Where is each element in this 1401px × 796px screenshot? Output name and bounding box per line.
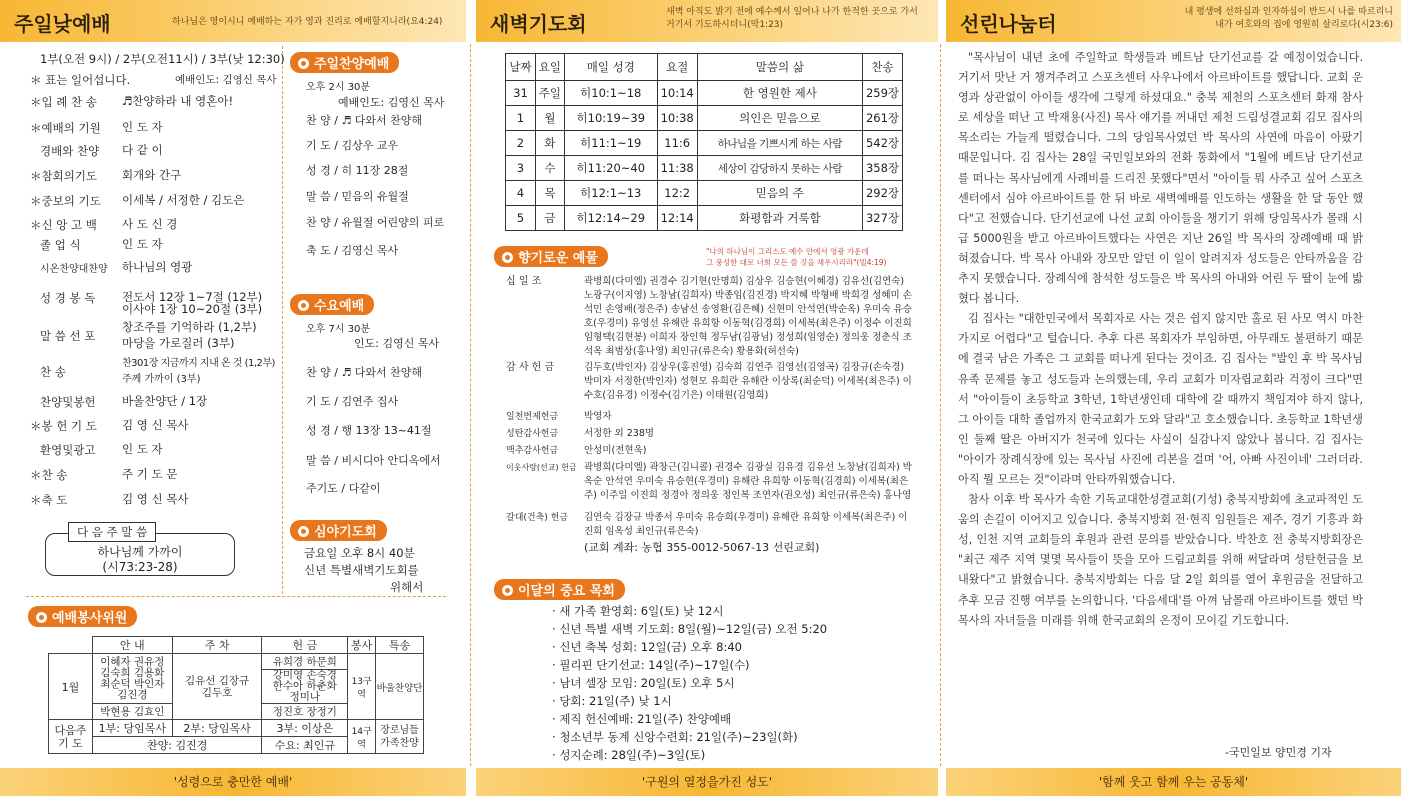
wednesday-line: 주기도 / 다같이	[306, 482, 381, 495]
offering-type: 성탄감사헌금	[506, 429, 559, 439]
list-item: · 청소년부 동계 신앙수련회: 21일(주)~23일(화)	[552, 730, 798, 744]
order-value: 전도서 12장 1~7절 (12부)	[122, 290, 263, 304]
order-label: ＊중보의 기도	[30, 194, 101, 208]
serve-cell: 14구역	[348, 720, 376, 754]
order-label: 말 씀 선 포	[40, 329, 96, 343]
order-value: 인 도 자	[122, 120, 163, 134]
order-label: 경배와 찬양	[40, 144, 100, 158]
guide-cell: 박현용 김효인	[92, 704, 172, 720]
night-line: 신년 특별새벽기도회를	[304, 563, 419, 577]
divider	[282, 46, 283, 594]
footer-text: '함께 웃고 함께 우는 공동체'	[1098, 775, 1249, 789]
offering-names: 박영자	[584, 411, 612, 422]
worship-leader: 예배인도: 김영신 목사	[175, 74, 277, 86]
wednesday-time: 오후 7시 30분	[306, 324, 371, 335]
order-value: 찬301장 지금까지 지내 온 것 (1,2부)	[122, 358, 275, 369]
next-sermon-title: 하나님께 가까이	[97, 545, 183, 559]
offering-names: 서정한 외 238명	[584, 428, 655, 439]
offering-cell: 강미영 손숙경 한수아 하춘화 정미나	[262, 670, 348, 704]
header-share	[946, 0, 1401, 42]
wednesday-line: 성 경 / 행 13장 13~41절	[306, 424, 432, 437]
wednesday-line: 기 도 / 김연주 집사	[306, 395, 399, 408]
offering-cell: 정진호 장정기	[262, 704, 348, 720]
night-line: 위해서	[390, 580, 424, 594]
list-item: · 필리핀 단기선교: 14일(주)~17일(수)	[552, 658, 750, 672]
footer-motto	[0, 768, 466, 796]
share-verse: 내 평생에 선하심과 인자하심이 반드시 나를 따르리니 내가 여호와의 집에 영원히 살리로다(시23:6)	[1184, 7, 1393, 30]
afternoon-line: 축 도 / 김영신 목사	[306, 244, 399, 257]
divider	[940, 44, 941, 766]
table-row: 3 수 히11:20~40 11:38 세상이 감당하지 못하는 사람 358장	[506, 156, 903, 181]
prayer-cell: 3부: 이상은	[262, 720, 348, 737]
afternoon-line: 말 씀 / 믿음의 유월절	[306, 190, 409, 203]
order-label: ＊예배의 기원	[30, 121, 101, 135]
list-item: · 제직 헌신예배: 21일(주) 찬양예배	[552, 712, 732, 726]
schedule-section	[494, 579, 625, 600]
order-label: ＊찬 송	[30, 468, 68, 482]
dawn-prayer-table	[505, 53, 903, 231]
header-dawn	[476, 0, 938, 42]
order-label: ＊참회의기도	[30, 169, 98, 183]
afternoon-time: 오후 2시 30분	[306, 82, 371, 93]
article-paragraph: 김 집사는 "대한민국에서 목회자로 사는 것은 쉽지 않지만 홀로 된 사모 역시 마찬가지로 어렵다"고 털습니다. 추후 다른 목회자가 부임하면, 아무래도 불편하기 때문에 결국 남은 가족은 그 교회를 떠나게 된다는 것이죠. 김 집사는 "발인 후 박 목사님 유족 문제를 놓고 성도들과 논의했는데, 우리 교회가 미자립교회라 걱정이 크다"면서 "아이들이 초등학교 3학년, 1학년생인데 대학에 갈 때까지 책임져야 하지 않나, 그 아이들 대학 졸업까지 한국교회가 도와 달라"고 호소했습니다. 초등학교 1학년생인 둘째 딸은 아버지가 천국에 있다는 사실이 실감나지 않았나 봅니다. 김 집사는 "아이가 장례식장에 있는 목사님 사진에 리본을 걸며 '어, 아빠 사진이네' 그러더라. 아직 뭘 모르는 것"이라며 안타까워했습니다.	[958, 312, 1363, 486]
footer-motto	[946, 768, 1401, 796]
list-item: · 남녀 셀장 모임: 20일(토) 오후 5시	[552, 676, 735, 690]
wednesday-line: 말 씀 / 비시디아 안디옥에서	[306, 454, 441, 467]
article-source: -국민일보 양민경 기자	[1225, 746, 1332, 759]
table-header: 봉사	[348, 637, 376, 654]
song-cell: 바울찬양단	[376, 654, 424, 720]
order-label: ＊입 례 찬 송	[30, 95, 97, 109]
table-header: 날짜	[506, 54, 536, 81]
afternoon-line: 기 도 / 김상우 교우	[306, 139, 399, 152]
article-paragraph: 참사 이후 박 목사가 속한 기독교대한성결교회(기성) 충북지방회에 초교파적인 도움의 손길이 이어지고 있습니다. 충북지방회 전·현직 임원들은 제주, 경기 기흥과 화성, 인천 지역 교회들의 후원과 관련 문의를 받았습니다. 박찬호 전 충북지방회장은 "최근 제주 지역 몇몇 목사들이 뜻을 모아 드림교회를 위해 써달라며 성탄헌금을 보내왔다"고 밝혔습니다. 충북지방회는 다음 달 2일 회의를 열어 후원금을 전달하고 추후 모금 진행 여부를 논의합니다. '다음세대'를 아껴 남몰래 아르바이트를 했던 박 목사의 자녀들을 미래를 위해 한국교회의 온정이 모이길 기도합니다.	[958, 493, 1363, 627]
afternoon-worship-badge: 주일찬양예배	[290, 52, 399, 73]
list-item: · 당회: 21일(주) 낮 1시	[552, 694, 672, 708]
order-value: 이사야 1장 10~20절 (3부)	[122, 302, 263, 316]
offering-badge: 향기로운 예물	[494, 246, 608, 267]
table-header: 요절	[657, 54, 697, 81]
circle-icon	[298, 526, 309, 537]
table-row: 4 목 히12:1~13 12:2 믿음의 주 292장	[506, 181, 903, 206]
offering-names: 김두호(박인자) 김상우(홍진영) 김숙희 김연주 김영선(김영곡) 김장규(손숙경) 박미자 서정한(박인자) 성현모 유희란 유해란 이상록(최순덕) 이세복(최은주) 이수호(김유경) 이정수(김기은) 이태원(김영희)	[584, 362, 912, 401]
table-header: 찬송	[863, 54, 903, 81]
order-value: 회개와 간구	[122, 168, 182, 182]
prayer-cell: 찬양: 김진경	[92, 737, 262, 754]
parking-cell: 김유선 김장규 김두호	[172, 654, 262, 720]
order-label: ＊신 앙 고 백	[30, 218, 97, 232]
article-paragraph: "목사님이 내년 초에 주일학교 학생들과 베트남 단기선교를 갈 예정이었습니다. 거기서 맛난 거 챙겨주려고 스포츠센터 사우나에서 아르바이트를 했답니다. 교회 운영과 상관없이 아이들 생각에 그렇게 하셨대요." 충북 제천의 스포츠센터 화재 참사로 세상을 떠난 고 박재용(사진) 목사 얘기를 꺼내던 제천 드림성결교회 김모 집사의 목소리는 가늘게 떨렸습니다. 그의 당임목사였던 박 목사의 사연에 마음이 아팠기 때문입니다. 김 집사는 28일 국민일보와의 전화 통화에서 "1월에 베트남 단기선교를 떠나는 목사님에게 사례비를 드리진 못했다"면서 "아이들 뭐 사주고 싶어 스포츠센터에서 심야 아르바이트를 한 뒤 바로 새벽예배를 인도하는 생활을 한 달 동안 했다"고 전했습니다. 단기선교에 나선 교회 아이들을 챙기기 위해 당임목사가 몰래 시급 5000원을 받고 아르바이트했다는 사연은 지난 26일 박 목사의 장례예배 때 밝혀졌습니다. 박 목사 아내와 장모만 알던 이 일이 알려지자 성도들은 안타까움을 감추지 못했습니다. 장례식에 참석한 성도들은 박 목사의 아내와 어린 두 딸이 눈에 밟혔다 봅니다.	[958, 51, 1363, 306]
dawn-title: 새벽기도회	[490, 12, 587, 36]
order-value: 바울찬양단 / 1장	[122, 394, 208, 408]
offering-names: 안성미(전현욱)	[584, 445, 647, 456]
table-header: 헌 금	[262, 637, 348, 654]
next-sermon-label: 다 음 주 말 씀	[68, 522, 156, 542]
circle-icon	[502, 585, 513, 596]
offering-verse: "나의 하나님이 그리스도 예수 안에서 영광 가운데 그 풍성한 대로 너희 모든 쓸 것을 채우시리라"(빌4:19)	[706, 247, 887, 267]
offering-type: 일천번제헌금	[506, 412, 559, 422]
list-item: · 성지순례: 28일(주)~3일(토)	[552, 748, 706, 762]
afternoon-leader: 예배인도: 김영신 목사	[338, 96, 445, 109]
list-item: · 신년 축복 성회: 12일(금) 오후 8:40	[552, 640, 742, 654]
prayer-cell: 1부: 당임목사	[92, 720, 172, 737]
worship-times: 1부(오전 9시) / 2부(오전11시) / 3부(낮 12:30)	[40, 52, 285, 66]
offering-cell: 유희경 하문희	[262, 654, 348, 670]
order-value: 다 같 이	[122, 143, 163, 157]
footer-text: '성령으로 충만한 예배'	[173, 775, 293, 789]
table-row: 5 금 히12:14~29 12:14 화평함과 거룩함 327장	[506, 206, 903, 231]
order-value: 김 영 신 목사	[122, 492, 189, 506]
serve-cell: 13구역	[348, 654, 376, 720]
offering-type: 감 사 헌 금	[506, 362, 555, 373]
offering-names: 곽병희(다미엘) 곽창근(김니콜) 권경수 김광실 김유경 김유선 노창남(김희자) 박옥순 안석연 우미숙 유승현(우경미) 유해란 유희항 이동혁(김경희) 이세복(최은주) 이주일 이진희 정경아 정의웅 정인복 조연자(권오성) 최인규(류은숙) 홍나영	[584, 462, 912, 501]
circle-icon	[298, 58, 309, 69]
offering-type: 이웃사랑(선교) 헌금	[506, 463, 577, 472]
worship-title: 주일낮예배	[14, 12, 111, 36]
offering-section	[494, 246, 608, 267]
order-value: 이세복 / 서정한 / 김도은	[122, 193, 245, 207]
table-header: 안 내	[92, 637, 172, 654]
order-value: 마당을 가로질러 (3부)	[122, 336, 235, 350]
order-value: 인 도 자	[122, 442, 163, 456]
order-value: 창조주를 기억하라 (1,2부)	[122, 320, 257, 334]
stand-note: ＊ 표는 일어섭니다.	[30, 73, 131, 87]
order-value: ♬찬양하라 내 영혼아!	[122, 94, 234, 108]
order-label: 졸 업 식	[40, 238, 81, 252]
footer-motto	[476, 768, 938, 796]
night-prayer-badge: 심야기도회	[290, 520, 387, 541]
order-value: 인 도 자	[122, 237, 163, 251]
offering-names: 김연숙 김장규 박종서 우미숙 유승희(우경미) 유해란 유희항 이세복(최은주) 이진희 임옥성 최인규(류은숙)	[584, 512, 908, 537]
table-header: 요일	[535, 54, 564, 81]
service-table	[48, 636, 424, 754]
order-label: ＊봉 헌 기 도	[30, 419, 97, 433]
guide-cell: 이혜자 권유정 김숙희 김용화 최순덕 박인자 김진경	[92, 654, 172, 704]
wednesday-line: 찬 양 / ♬ 다와서 찬양해	[306, 366, 423, 379]
schedule-badge: 이달의 중요 목회	[494, 579, 625, 600]
order-value: 김 영 신 목사	[122, 418, 189, 432]
order-label: 환영및광고	[40, 443, 96, 457]
order-value: 주께 가까이 (3부)	[122, 374, 201, 385]
table-row: 1 월 히10:19~39 10:38 의인은 믿음으로 261장	[506, 106, 903, 131]
wednesday-leader: 인도: 김영신 목사	[354, 337, 440, 350]
offering-names: 곽병희(다미엘) 권경수 김기현(안명희) 김상우 김승현(이혜경) 김유선(김연숙) 노광구(이지영) 노창남(김희자) 박종임(김진경) 박지혜 박형배 박희경 성혜미 손석민 손영배(정은주) 송남선 송영환(김은혜) 신현미 안석연(박순옥) 우미숙 유승호(우경미) 유영선 유해란 유희항 이동혁(김경희) 이세복(최은주) 이정수 이진희 임형택(김현봉) 이희자 장인혁 정두남(김광님) 정성희(임영순) 정의웅 정춘식 조석옥 최범상(홍나영) 최인규(류은숙) 황용화(허선숙)	[584, 276, 912, 357]
header-worship	[0, 0, 466, 42]
table-header: 특송	[376, 637, 424, 654]
circle-icon	[36, 612, 47, 623]
offering-type: 맥추감사헌금	[506, 446, 559, 456]
service-committee	[28, 606, 137, 627]
order-label: 시온찬양대찬양	[40, 264, 108, 275]
table-header: 매일 성경	[564, 54, 657, 81]
wednesday-badge: 수요예배	[290, 294, 374, 315]
order-value: 주 기 도 문	[122, 467, 178, 481]
article	[958, 48, 1363, 631]
order-value: 하나님의 영광	[122, 260, 193, 274]
offering-type: 갈대(건축) 헌금	[506, 513, 569, 523]
church-account: (교회 계좌: 농협 355-0012-5067-13 선린교회)	[584, 541, 820, 554]
next-sermon-ref: (시73:23-28)	[102, 560, 178, 574]
song-cell: 장로님들 가족찬양	[376, 720, 424, 754]
dawn-verse: 새벽 아직도 밝기 전에 예수께서 일어나 나가 한적한 곳으로 가서 거기서 기도하시더니(막1:23)	[666, 7, 918, 30]
order-label: 성 경 봉 독	[40, 291, 96, 305]
night-line: 금요일 오후 8시 40분	[304, 546, 415, 560]
order-value: 사 도 신 경	[122, 217, 178, 231]
service-badge: 예배봉사위원	[28, 606, 137, 627]
share-title: 선린나눔터	[960, 12, 1057, 36]
table-row: 31 주일 히10:1~18 10:14 한 영원한 제사 259장	[506, 81, 903, 106]
next-prayer-label: 다음주 기 도	[49, 720, 93, 754]
list-item: · 새 가족 환영회: 6일(토) 낮 12시	[552, 604, 724, 618]
table-header: 주 차	[172, 637, 262, 654]
table-row: 2 화 히11:1~19 11:6 하나님을 기쁘시게 하는 사람 542장	[506, 131, 903, 156]
divider	[26, 596, 446, 597]
month-cell: 1월	[49, 654, 93, 720]
circle-icon	[298, 300, 309, 311]
order-label: ＊축 도	[30, 493, 68, 507]
table-header: 말씀의 삶	[697, 54, 862, 81]
prayer-cell: 수요: 최인규	[262, 737, 348, 754]
order-label: 찬 송	[40, 365, 66, 379]
circle-icon	[502, 252, 513, 263]
offering-type: 십 일 조	[506, 276, 542, 287]
afternoon-line: 찬 양 / 유월절 어린양의 피로	[306, 216, 445, 229]
afternoon-line: 성 경 / 히 11장 28절	[306, 164, 409, 177]
divider	[470, 44, 471, 766]
footer-text: '구원의 열정을가진 성도'	[641, 775, 773, 789]
list-item: · 신년 특별 새벽 기도회: 8일(월)~12일(금) 오전 5:20	[552, 622, 828, 636]
prayer-cell: 2부: 당임목사	[172, 720, 262, 737]
worship-verse: 하나님은 영이시니 예배하는 자가 영과 진리로 예배할지니라(요4:24)	[172, 17, 443, 27]
afternoon-line: 찬 양 / ♬ 다와서 찬양해	[306, 114, 423, 127]
order-label: 찬양및봉헌	[40, 395, 96, 409]
next-sermon-box	[45, 525, 235, 576]
